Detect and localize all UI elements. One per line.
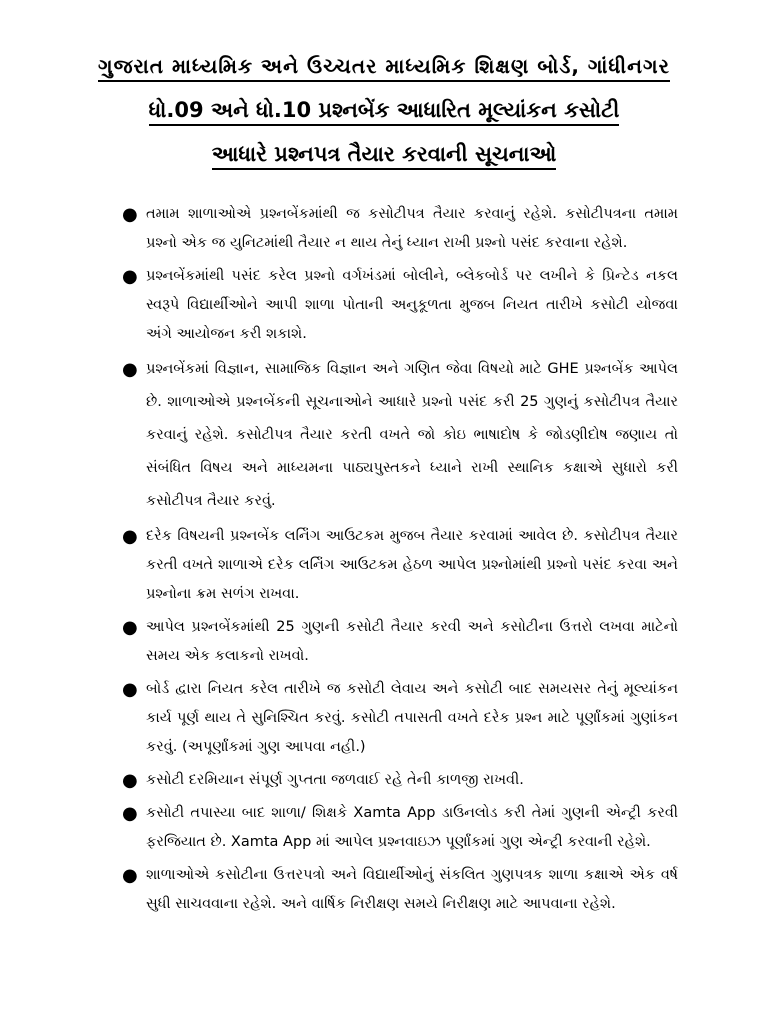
board-title: ગુજરાત માધ્યમિક અને ઉચ્ચતર માધ્યમિક શિક્ષણ બોર્ડ, ગાંધીનગર — [0, 54, 768, 78]
document-subtitle: આધારે પ્રશ્નપત્ર તૈયાર કરવાની સૂચનાઓ — [0, 142, 768, 167]
bullet-dot-icon: ● — [122, 803, 138, 824]
list-item: ● તમામ શાળાઓએ પ્રશ્નબેંકમાંથી જ કસોટીપત્ર તૈયાર કરવાનું રહેશે. કસોટીપત્રના તમામ પ્રશ્નો એક જ યુનિટમાંથી તૈયાર ન થાય તેનું ધ્યાન રાખી પ્રશ્નો પસંદ કરવાના રહેશે. — [118, 200, 678, 258]
list-item: ● શાળાઓએ કસોટીના ઉત્તરપત્રો અને વિદ્યાર્થીઓનું સંકલિત ગુણપત્રક શાળા કક્ષાએ એક વર્ષ સુધી સાચવવાના રહેશે. અને વાર્ષિક નિરીક્ષણ સમયે નિરીક્ષણ માટે આપવાના રહેશે. — [118, 861, 678, 919]
document-title: ધો.09 અને ધો.10 પ્રશ્નબેંક આધારિત મૂલ્યાંકન કસોટી — [0, 98, 768, 123]
list-item: ● બોર્ડ દ્વારા નિયત કરેલ તારીખે જ કસોટી લેવાય અને કસોટી બાદ સમયસર તેનું મૂલ્યાંકન કાર્ય પૂર્ણ થાય તે સુનિશ્ચિત કરવું. કસોટી તપાસતી વખતે દરેક પ્રશ્ન માટે પૂર્ણાંકમાં ગુણાંકન કરવું. (અપૂર્ણાંકમાં ગુણ આપવા નહી.) — [118, 675, 678, 762]
instruction-list — [118, 200, 678, 923]
bullet-dot-icon: ● — [122, 359, 138, 380]
list-item: ● પ્રશ્નબેંકમાં વિજ્ઞાન, સામાજિક વિજ્ઞાન અને ગણિત જેવા વિષયો માટે GHE પ્રશ્નબેંક આપેલ છે. શાળાઓએ પ્રશ્નબેંકની સૂચનાઓને આધારે પ્રશ્નો પસંદ કરી 25 ગુણનું કસોટીપત્ર તૈયાર કરવાનું રહેશે. કસોટીપત્ર તૈયાર કરતી વખતે જો કોઇ ભાષાદોષ કે જોડણીદોષ જણાય તો સંબંધિત વિષય અને માધ્યમના પાઠ્યપુસ્તકને ધ્યાને રાખી સ્થાનિક કક્ષાએ સુધારો કરી કસોટીપત્ર તૈયાર કરવું. — [118, 353, 678, 518]
list-item: ● આપેલ પ્રશ્નબેંકમાંથી 25 ગુણની કસોટી તૈયાર કરવી અને કસોટીના ઉત્તરો લખવા માટેનો સમય એક કલાકનો રાખવો. — [118, 613, 678, 671]
bullet-dot-icon: ● — [122, 617, 138, 638]
bullet-dot-icon: ● — [122, 679, 138, 700]
bullet-dot-icon: ● — [122, 770, 138, 791]
bullet-dot-icon: ● — [122, 204, 138, 225]
bullet-dot-icon: ● — [122, 266, 138, 287]
list-item: ● કસોટી તપાસ્યા બાદ શાળા/ શિક્ષકે Xamta App ડાઉનલોડ કરી તેમાં ગુણની એન્ટ્રી કરવી ફરજિયાત છે. Xamta App માં આપેલ પ્રશ્નવાઇઝ પૂર્ણાંકમાં ગુણ એન્ટ્રી કરવાની રહેશે. — [118, 799, 678, 857]
list-item: ● દરેક વિષયની પ્રશ્નબેંક લર્નિંગ આઉટકમ મુજબ તૈયાર કરવામાં આવેલ છે. કસોટીપત્ર તૈયાર કરતી વખતે શાળાએ દરેક લર્નિંગ આઉટકમ હેઠળ આપેલ પ્રશ્નોમાંથી પ્રશ્નો પસંદ કરવા અને પ્રશ્નોના ક્રમ સળંગ રાખવા. — [118, 522, 678, 609]
list-item: ● કસોટી દરમિયાન સંપૂર્ણ ગુપ્તતા જળવાઈ રહે તેની કાળજી રાખવી. — [118, 766, 678, 795]
bullet-dot-icon: ● — [122, 526, 138, 547]
bullet-dot-icon: ● — [122, 865, 138, 886]
list-item: ● પ્રશ્નબેંકમાંથી પસંદ કરેલ પ્રશ્નો વર્ગખંડમાં બોલીને, બ્લેકબોર્ડ પર લખીને કે પ્રિન્ટેડ નકલ સ્વરૂપે વિદ્યાર્થીઓને આપી શાળા પોતાની અનુકૂળતા મુજબ નિયત તારીખે કસોટી યોજવા અંગે આયોજન કરી શકાશે. — [118, 262, 678, 349]
